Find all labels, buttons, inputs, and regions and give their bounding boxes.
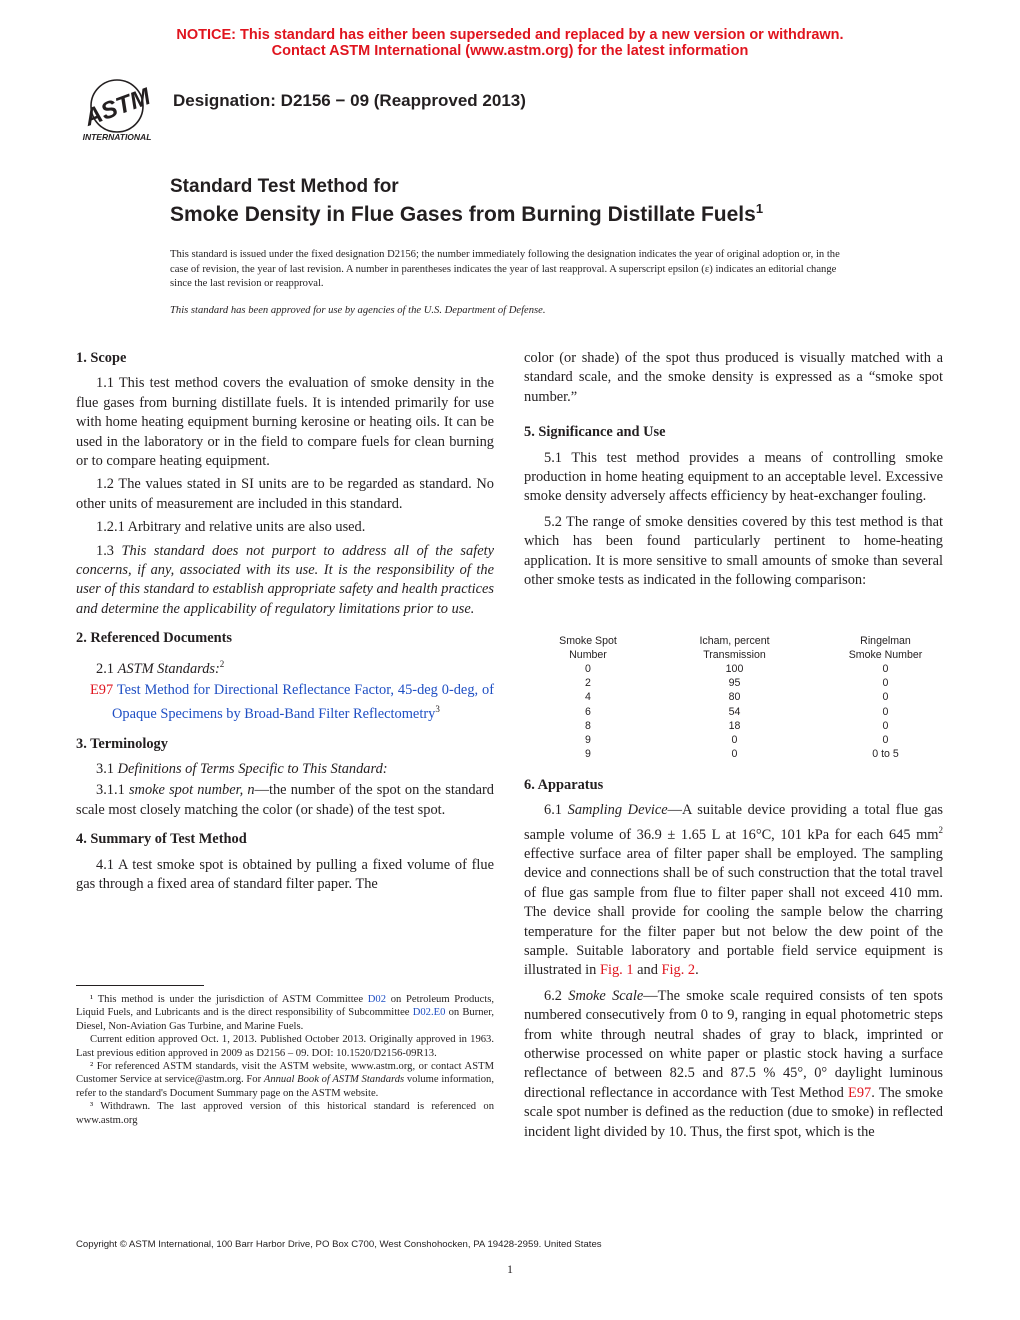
footnote-2-italic: Annual Book of ASTM Standards [263,1074,405,1086]
preface-text: This standard is issued under the fixed designation D2156; the number immediately following the designation indicates the year of original adoption or, in the case of revision, the year of last revision. A number in parentheses indicates the year of last reapproval. A superscript epsilon (ε) indicates an editorial change since the last revision or reapproval. [170,249,840,289]
table-cell: 8 [585,719,591,732]
para-4-1: 4.1 A test smoke spot is obtained by pulling a fixed volume of flue gas through a fixed area of standard filter paper. The [76,856,494,892]
para-2-1-sup: 2 [219,658,225,669]
right-column-top [524,349,943,590]
comparison-table [538,634,958,764]
table-cell: 0 [731,734,738,746]
header-line: Ringelman [860,635,911,647]
e97-code-link[interactable]: E97 [90,681,114,698]
section-4-heading: 4. Summary of Test Method [76,831,247,848]
table-cell: 0 [882,663,889,675]
table-cell: 0 [882,677,889,690]
para-6-1-num: 6.1 [544,802,568,819]
e97-title-link[interactable]: Test Method for Directional Reflectance Factor, 45-deg 0-deg, of Opaque Specimens by Broad-Band Filter Reflectometry [112,681,494,723]
table-header-smoke-spot [538,634,638,662]
footnote-1-edition: Current edition approved Oct. 1, 2013. Published October 2013. Originally approved in 1963. Last previous edition approved in 2009 as D2156 – 09. DOI: 10.1520/D2156-09R13. [76,1034,494,1059]
table-cell: 54 [728,705,741,718]
footnotes [76,993,494,1127]
title-footnote-mark: 1 [755,201,764,216]
footnote-2-a: ² For referenced ASTM standards, visit the ASTM website, www.astm.org, or contact ASTM Customer Service at service@astm.org. For [76,1061,494,1086]
table-cell: 80 [728,691,741,704]
table-header-ringelman [823,634,948,662]
e97-sup: 3 [435,704,440,715]
logo-text: ASTM [80,83,155,132]
para-6-2-num: 6.2 [544,987,569,1004]
table-cell: 4 [585,691,591,704]
header-line: Transmission [703,649,766,662]
fig-1-link[interactable]: Fig. 1 [599,962,634,979]
footnote-1 [76,993,494,1033]
astm-logo-icon [72,78,162,144]
withdrawal-notice [0,27,1020,59]
right-column-bottom [524,776,943,1142]
para-6-1-term: Sampling Device [567,802,668,819]
table-cell: 0 [882,719,889,732]
fig-2-link[interactable]: Fig. 2 [661,962,696,979]
table-header-icham [672,634,797,662]
para-3-1-text: Definitions of Terms Specific to This Standard: [117,760,388,777]
para-6-2-b: . The smoke scale spot number is defined as the reduction (due to smoke) in reflected incident light divided by 10. Thus, the first spot, which is the [524,1084,943,1140]
table-cell: 0 [585,663,591,675]
para-3-1 [76,760,494,779]
para-3-1-1 [76,781,494,820]
footnote-1-a: ¹ This method is under the jurisdiction of ASTM Committee [90,994,368,1005]
para-1-1: 1.1 This test method covers the evaluation of smoke density in the flue gases from burning distillate fuels. It is intended primarily for use with home heating equipment burning kerosine or heating oils. It can be used in the laboratory or in the field to compare fuels for clean burning or to compare heating equipment. [76,375,494,470]
table-cell: 100 [725,663,744,675]
para-6-2-term: Smoke Scale [568,987,644,1004]
table-cell: 0 [882,705,889,718]
notice-line-2: Contact ASTM International (www.astm.org) for the latest information [271,43,749,59]
table-cell: 0 [882,734,889,746]
table-cell: 0 [882,691,889,704]
para-4-1-cont: color (or shade) of the spot thus produced is visually matched with a standard scale, and the smoke density is expressed as a “smoke spot number.” [524,350,943,405]
table-cell: 95 [728,677,741,690]
para-6-2-a: —The smoke scale required consists of ten spots numbered consecutively from 0 to 9, ranging in equal photometric steps from white through neutral shades of gray to black, imprinted or otherwise processed on white paper or plastic stock having a surface reflectance of between 82.5 and 87.5 % 45°, 0° daylight luminous directional reflectance in accordance with Test Method [524,987,943,1101]
para-3-1-num: 3.1 [96,760,118,777]
para-5-2: 5.2 The range of smoke densities covered by this test method is that which has been found particularly pertinent to home-heating application. It is more sensitive to small amounts of smoke than several other smoke tests as indicated in the following comparison: [524,513,943,589]
table-cell: 9 [585,734,591,746]
footnote-1-link-d02[interactable]: D02 [367,994,387,1005]
table-cell: 0 [731,748,738,761]
header-line: Smoke Spot [559,635,617,647]
header-line: Smoke Number [848,649,923,662]
para-2-1-text: ASTM Standards: [117,660,220,677]
copyright-footer: Copyright © ASTM International, 100 Barr Harbor Drive, PO Box C700, West Conshohocken, PA 19428-2959. United States [76,1239,602,1250]
title-line-2 [170,201,763,227]
footnote-1-link-d02e0[interactable]: D02.E0 [412,1007,446,1019]
notice-line-1: NOTICE: This standard has either been superseded and replaced by a new version or withdrawn. [176,27,844,43]
para-1-3 [76,542,494,620]
footnote-2 [76,1060,494,1100]
footnote-3: ³ Withdrawn. The last approved version of this historical standard is referenced on www.astm.org [76,1101,494,1126]
section-1-heading: 1. Scope [76,350,127,366]
table-cell: 6 [585,705,591,718]
table-cell: 0 to 5 [872,748,899,761]
section-3-heading: 3. Terminology [76,735,168,752]
para-1-2-1: 1.2.1 Arbitrary and relative units are also used. [96,519,366,536]
para-6-2 [524,987,943,1142]
para-3-1-1-num: 3.1.1 [96,782,129,799]
para-6-1 [524,801,943,980]
para-1-3-text: This standard does not purport to address all of the safety concerns, if any, associated with its use. It is the responsibility of the user of this standard to establish appropriate safety and health practices and determine the applicability of regulatory limitations prior to use. [76,542,494,617]
header-line: Icham, percent [699,635,770,647]
para-3-1-1-text: —the number of the spot on the standard scale most closely matching the color (or shade) of the test spot. [76,782,494,818]
para-2-1-num: 2.1 [96,660,118,677]
para-6-1-a: —A suitable device providing a total flue gas sample volume of 36.9 ± 1.65 L at 16°C, 101 kPa for each 645 mm [524,802,944,843]
dod-approval: This standard has been approved for use by agencies of the U.S. Department of Defense. [170,305,546,316]
para-3-1-1-term: smoke spot number, n [128,782,255,799]
table-cell: 2 [585,677,591,690]
section-2-heading: 2. Referenced Documents [76,630,232,647]
para-6-1-end: . [695,962,699,979]
para-1-2: 1.2 The values stated in SI units are to be regarded as standard. No other units of measurement are included in this standard. [76,476,494,512]
footnote-1-b: on Petroleum Products, Liquid Fuels, and Lubricants and is the direct responsibility of Subcommittee [76,994,495,1019]
page-number: 1 [507,1262,513,1276]
para-6-1-sup: 2 [938,824,943,835]
e97-inline-link[interactable]: E97 [848,1084,872,1101]
table-cell: 18 [728,719,741,732]
header-line: Number [569,649,607,662]
para-5-1: 5.1 This test method provides a means of controlling smoke production in home heating equipment to an acceptable level. Excessive smoke density adversely affects efficiency by heat-exchanger fouling. [524,449,943,505]
title-text: Smoke Density in Flue Gases from Burning Distillate Fuels [170,203,756,226]
footnote-2-b: volume information, refer to the standard's Document Summary page on the ASTM website. [76,1074,494,1099]
designation: Designation: D2156 − 09 (Reapproved 2013) [173,91,526,110]
para-6-1-b: effective surface area of filter paper shall be employed. The sampling device and connections shall be of such construction that the total travel of flue gas sample from flue to filter paper shall not exceed 410 mm. The device shall provide for cooling the sample below the charring temperature for the filter paper but not below the dew point of the sample. Suitable laboratory and portable field service equipment is illustrated in [524,846,943,979]
logo-subtext: INTERNATIONAL [82,132,152,142]
para-6-1-and: and [633,962,662,979]
footnote-divider [76,985,204,986]
para-2-1 [76,655,494,679]
table-cell: 9 [585,748,591,761]
title-line-1: Standard Test Method for [170,176,399,197]
e97-reference [76,681,494,725]
para-1-3-num: 1.3 [96,542,122,559]
left-column [76,349,494,894]
astm-logo [72,78,162,144]
section-6-heading: 6. Apparatus [524,777,604,793]
section-5-heading: 5. Significance and Use [524,424,666,441]
footnote-1-c: on Burner, Diesel, Non-Aviation Gas Turbine, and Marine Fuels. [76,1007,494,1032]
